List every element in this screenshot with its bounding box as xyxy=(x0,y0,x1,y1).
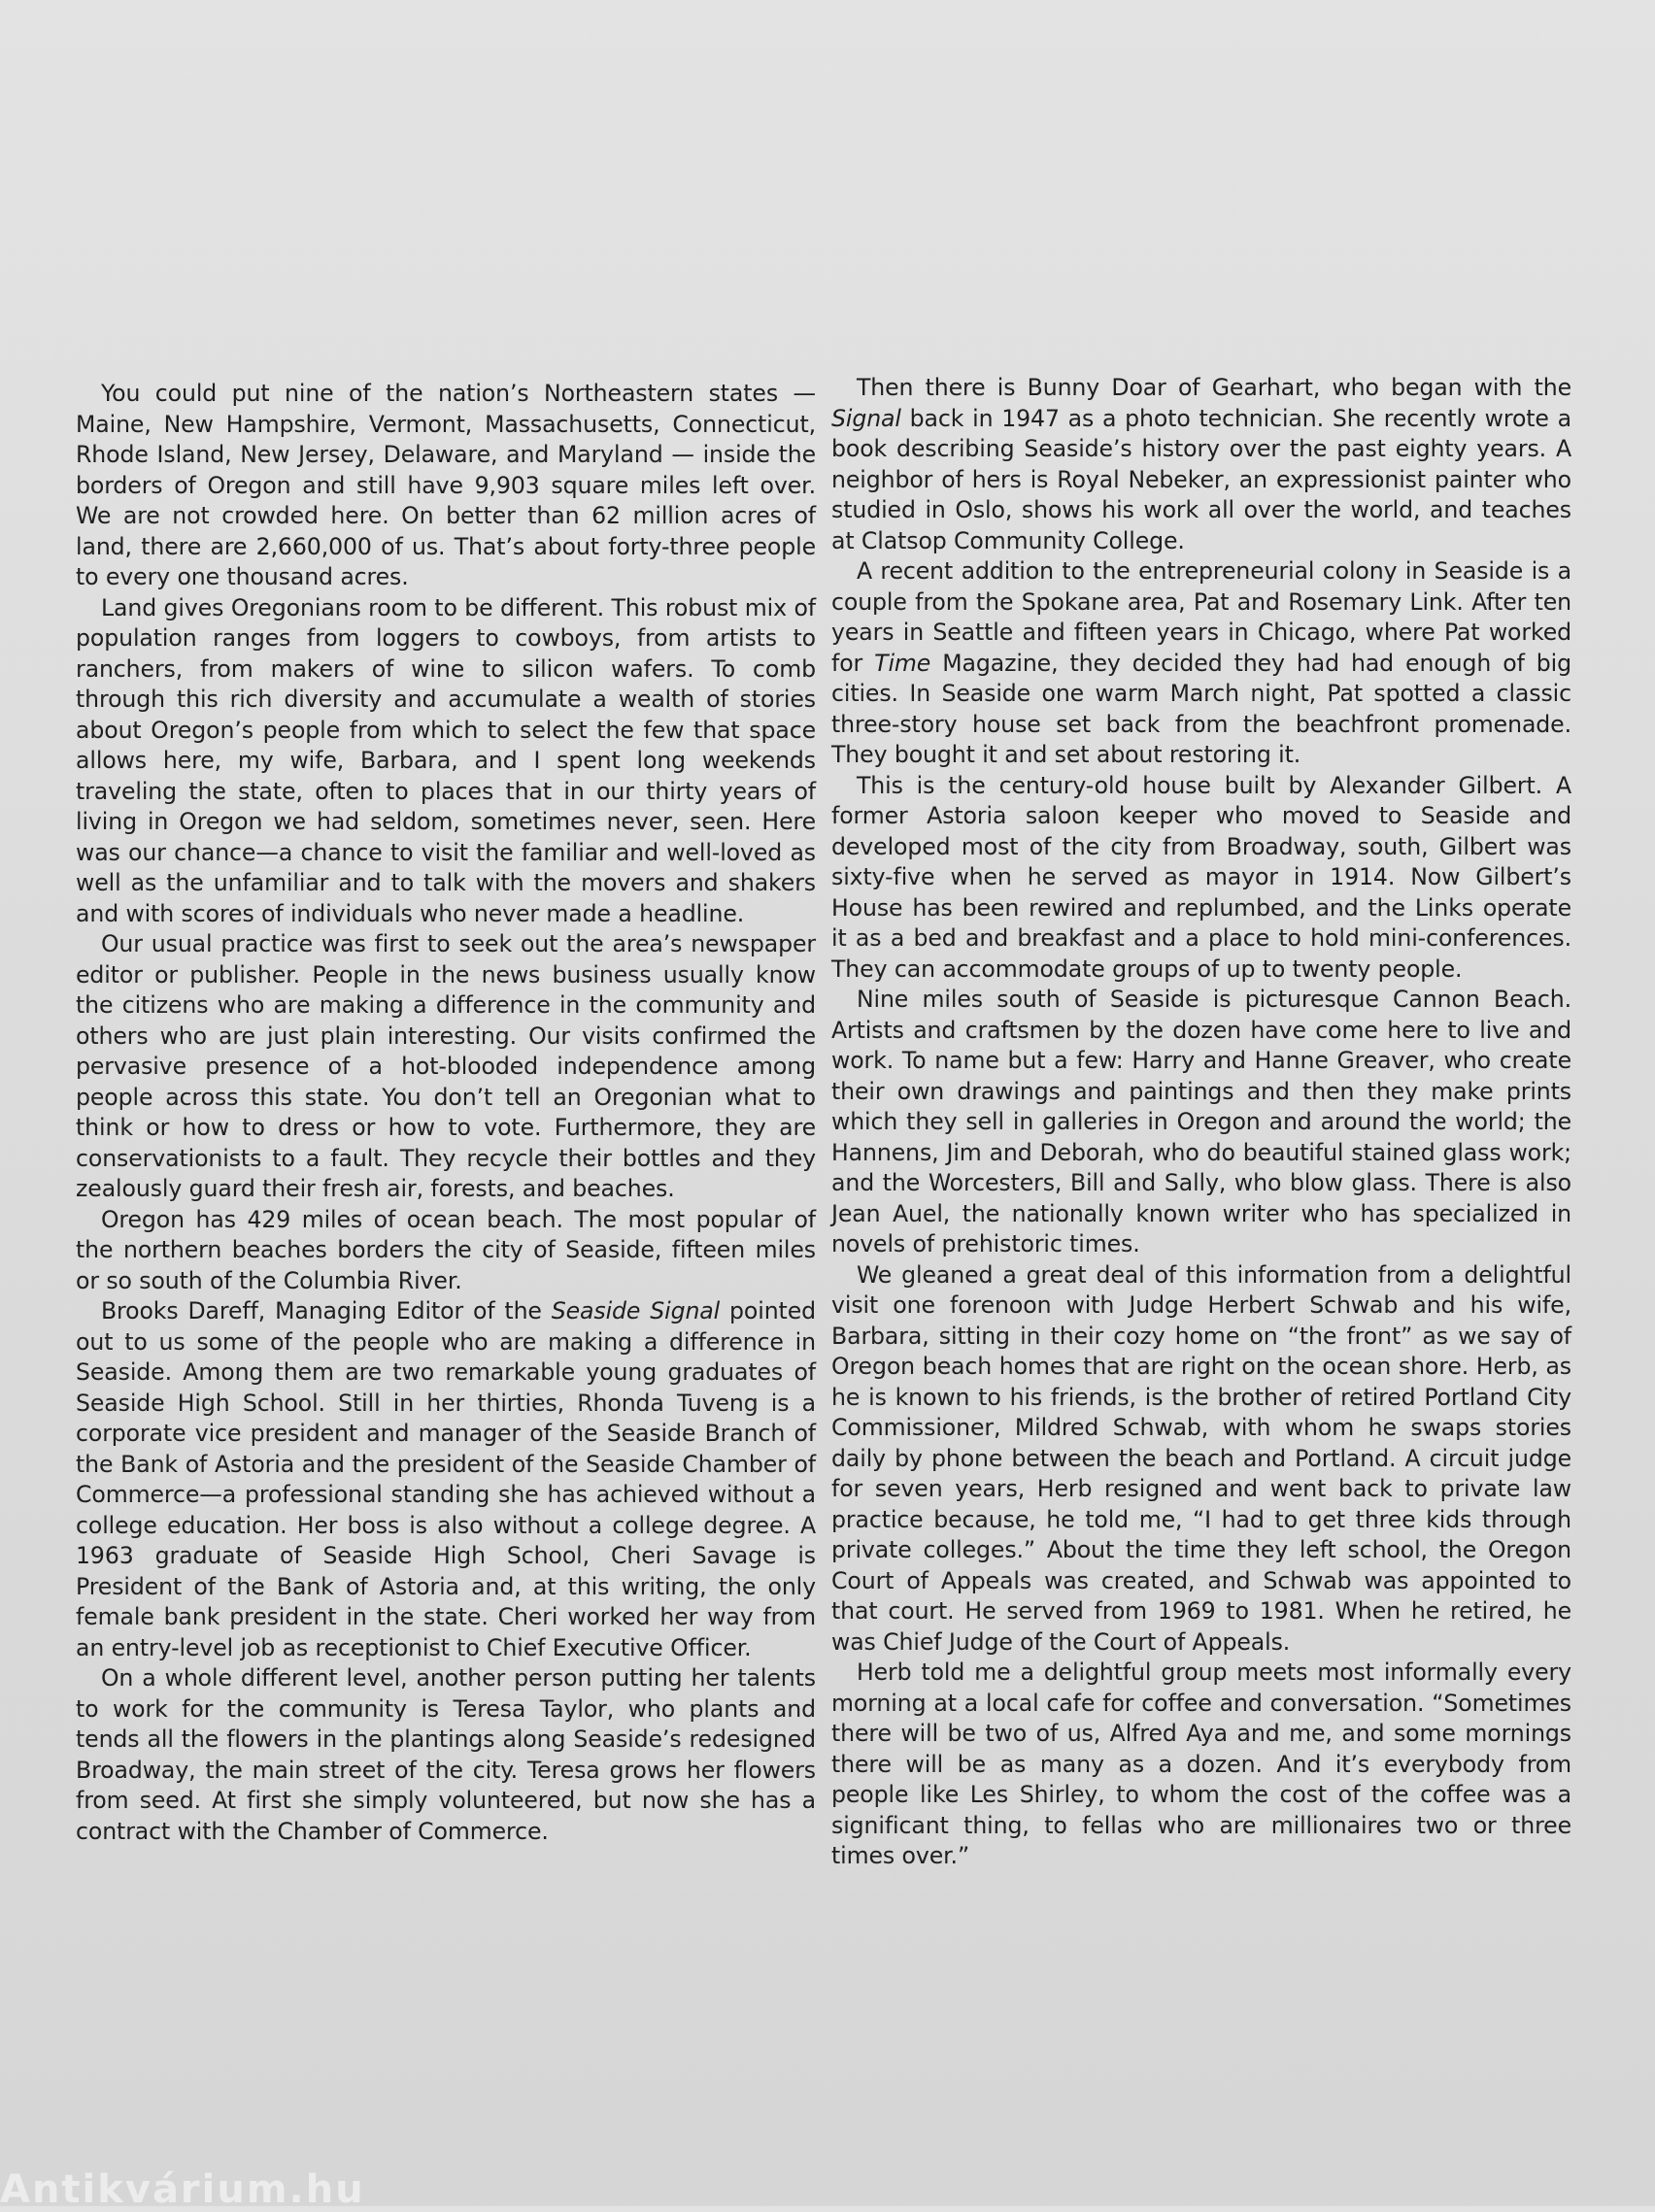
text-run: pointed out to us some of the people who are making a difference in Seaside. Among them are two remarkable young graduates of Seaside High School. Still in her thirties, Rhonda Tuveng is a corporate vice president and manager of the Seaside Branch of the Bank of Astoria and the president of the Seaside Chamber of Commerce—a professional standing she has achieved without a college education. Her boss is also without a college degree. A 1963 graduate of Seaside High School, Cheri Savage is President of the Bank of Astoria and, at this writing, the only female bank president in the state. Cheri worked her way from an entry-level job as receptionist to Chief Executive Officer. xyxy=(76,1297,816,1661)
italic-publication-name: Time xyxy=(874,649,931,677)
watermark: Antikvárium.hu xyxy=(0,2167,365,2212)
text-run: Then there is Bunny Doar of Gearhart, who began with the xyxy=(856,374,1571,401)
paragraph: This is the century-old house built by Alexander Gilbert. A former Astoria saloon keeper who moved to Seaside and developed most of the city from Broadway, south, Gilbert was sixty-five when he served as mayor in 1914. Now Gilbert’s House has been rewired and replumbed, and the Links operate it as a bed and breakfast and a place to hold mini-conferences. They can accommodate groups of up to twenty people. xyxy=(831,771,1571,983)
italic-publication-name: Seaside Signal xyxy=(551,1297,721,1324)
text-run: A recent addition to the entrepreneurial colony in Seaside is a couple from the Spokane area, Pat and Rosemary Link. After ten years in Seattle and fifteen years in Chicago, where Pat worked for xyxy=(831,557,1571,677)
paragraph: Herb told me a delightful group meets most informally every morning at a local cafe for coffee and conversation. “Sometimes there will be two of us, Alfred Aya and me, and some mornings there will be as many as a dozen. And it’s everybody from people like Les Shirley, to whom the cost of the coffee was a significant thing, to fellas who are millionaires two or three times over.” xyxy=(831,1659,1571,1869)
italic-publication-name: Signal xyxy=(831,404,901,432)
paragraph: On a whole different level, another person putting her talents to work for the community is Teresa Taylor, who plants and tends all the flowers in the plantings along Seaside’s redesigned Broadway, the main street of the city. Teresa grows her flowers from seed. At first she simply volunteered, but now she has a contract with the Chamber of Commerce. xyxy=(76,1664,816,1845)
left-text-column xyxy=(76,379,816,1847)
right-text-column xyxy=(831,373,1571,1872)
paragraph: Oregon has 429 miles of ocean beach. The most popular of the northern beaches borders the city of Seaside, fifteen miles or so south of the Columbia River. xyxy=(76,1205,816,1294)
paragraph: We gleaned a great deal of this information from a delightful visit one forenoon with Judge Herbert Schwab and his wife, Barbara, sitting in their cozy home on “the front” as we say of Oregon beach homes that are right on the ocean shore. Herb, as he is known to his friends, is the brother of retired Portland City Commissioner, Mildred Schwab, with whom he swaps stories daily by phone between the beach and Portland. A circuit judge for seven years, Herb resigned and went back to private law practice because, he told me, “I had to get three kids through private colleges.” About the time they left school, the Oregon Court of Appeals was created, and Schwab was appointed to that court. He served from 1969 to 1981. When he retired, he was Chief Judge of the Court of Appeals. xyxy=(831,1260,1571,1656)
paragraph: Land gives Oregonians room to be different. This robust mix of population ranges from loggers to cowboys, from artists to ranchers, from makers of wine to silicon wafers. To comb through this rich diversity and accumulate a wealth of stories about Oregon’s people from which to select the few that space allows here, my wife, Barbara, and I spent long weekends traveling the state, often to places that in our thirty years of living in Oregon we had seldom, sometimes never, seen. Here was our chance—a chance to visit the familiar and well-loved as well as the unfamiliar and to talk with the movers and shakers and with scores of individuals who never made a headline. xyxy=(76,593,816,927)
paragraph xyxy=(831,373,1571,556)
text-run: back in 1947 as a photo technician. She recently wrote a book describing Seaside’s history over the past eighty years. A neighbor of hers is Royal Nebeker, an expressionist painter who studied in Oslo, shows his work all over the world, and teaches at Clatsop Community College. xyxy=(831,404,1571,554)
paragraph xyxy=(831,556,1571,771)
paragraph: Nine miles south of Seaside is picturesque Cannon Beach. Artists and craftsmen by the dozen have come here to live and work. To name but a few: Harry and Hanne Greaver, who create their own drawings and paintings and then they make prints which they sell in galleries in Oregon and around the world; the Hannens, Jim and Deborah, who do beautiful stained glass work; and the Worcesters, Bill and Sally, who blow glass. There is also Jean Auel, the nationally known writer who has specialized in novels of prehistoric times. xyxy=(831,986,1571,1257)
text-run: Brooks Dareff, Managing Editor of the xyxy=(100,1297,552,1324)
text-run: Magazine, they decided they had had enough of big cities. In Seaside one warm March night, Pat spotted a classic three-story house set back from the beachfront promenade. They bought it and set about restoring it. xyxy=(831,649,1571,768)
paragraph: Our usual practice was first to seek out the area’s newspaper editor or publisher. People in the news business usually know the citizens who are making a difference in the community and others who are just plain interesting. Our visits confirmed the pervasive presence of a hot-blooded independence among people across this state. You don’t tell an Oregonian what to think or how to dress or how to vote. Furthermore, they are conservationists to a fault. They recycle their bottles and they zealously guard their fresh air, forests, and beaches. xyxy=(76,930,816,1202)
paragraph xyxy=(76,1296,816,1663)
paragraph: You could put nine of the nation’s Northeastern states — Maine, New Hampshire, Vermont, Massachusetts, Connecticut, Rhode Island, New Jersey, Delaware, and Maryland — inside the borders of Oregon and still have 9,903 square miles left over. We are not crowded here. On better than 62 million acres of land, there are 2,660,000 of us. That’s about forty-three people to every one thousand acres. xyxy=(76,380,816,590)
